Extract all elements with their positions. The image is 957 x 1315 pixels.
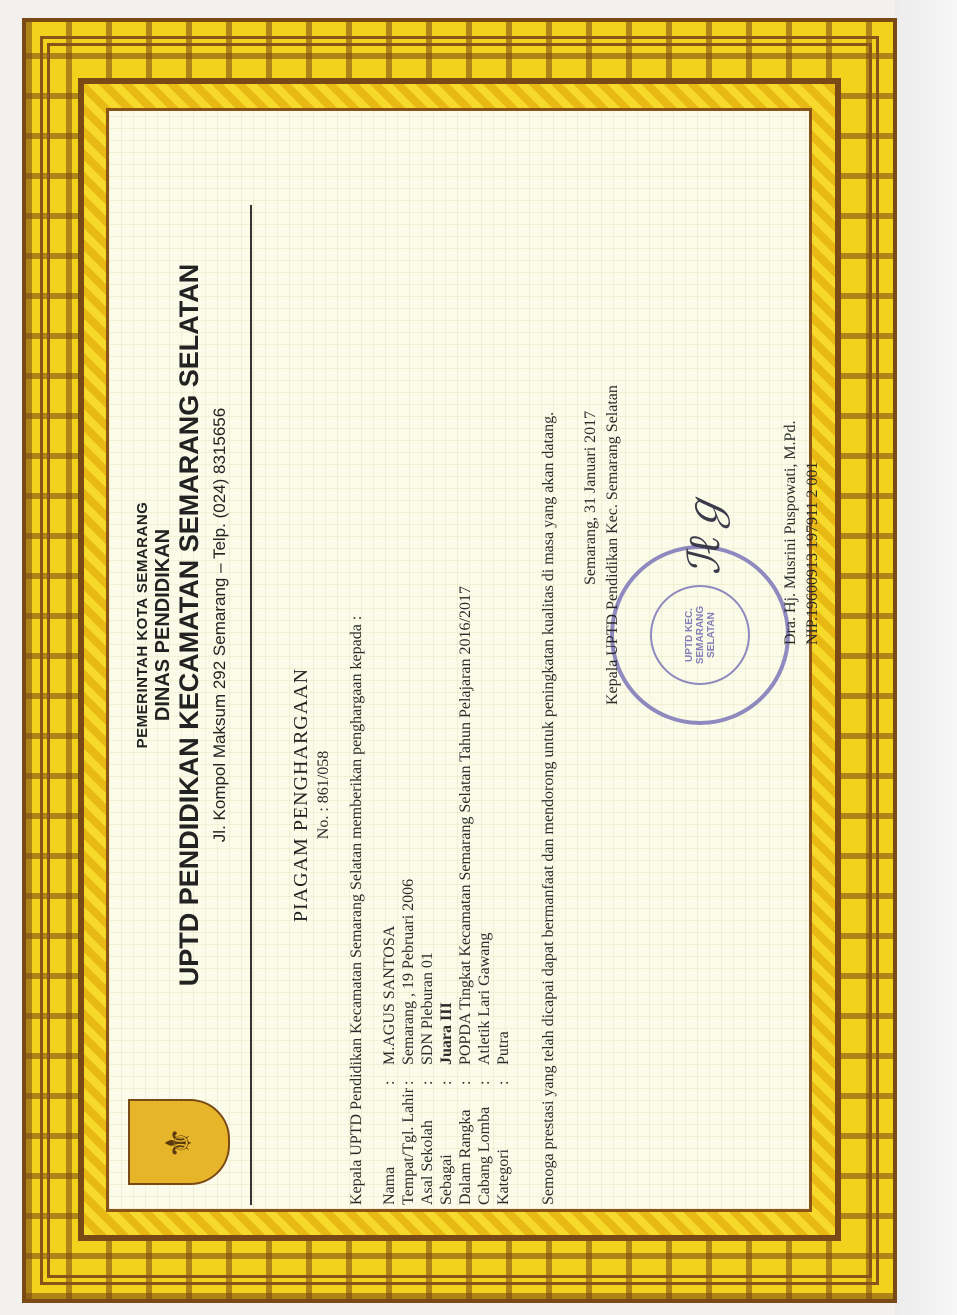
field-separator: : xyxy=(457,1080,474,1085)
field-separator: : xyxy=(419,1080,436,1085)
field-value: Semarang , 19 Pebruari 2006 xyxy=(400,878,417,1065)
certificate-number: No. : 861/058 xyxy=(315,750,332,840)
intro-text: Kepala UPTD Pendidikan Kecamatan Semarang Selatan memberikan penghargaan kepada : xyxy=(348,615,365,1205)
field-separator: : xyxy=(381,1080,398,1085)
stamp-text: UPTD KEC. SEMARANG SELATAN xyxy=(650,585,750,685)
certificate-title: PIAGAM PENGHARGAAN xyxy=(290,667,312,923)
letterhead xyxy=(120,110,230,1205)
field-value: POPDA Tingkat Kecamatan Semarang Selatan Tahun Pelajaran 2016/2017 xyxy=(457,586,474,1065)
field-row xyxy=(494,586,513,1205)
field-row xyxy=(380,586,399,1205)
signer-nip: NIP.19600913 197911 2 001 xyxy=(804,461,821,645)
signer-name: Dra. Hj. Musrini Puspowati, M.Pd. xyxy=(782,420,799,645)
field-label: Kategori xyxy=(495,1149,512,1205)
closing-text: Semoga prestasi yang telah dicapai dapat bermanfaat dan mendorong untuk peningkatan kualitas di masa yang akan datang. xyxy=(540,411,557,1205)
field-label: Nama xyxy=(381,1166,398,1205)
field-value: Putra xyxy=(495,1031,512,1065)
field-label: Dalam Rangka xyxy=(457,1109,474,1205)
field-row xyxy=(475,586,494,1205)
header-divider xyxy=(250,205,252,1205)
field-separator: : xyxy=(476,1080,493,1085)
field-label: Tempat/Tgl. Lahir xyxy=(400,1087,417,1205)
signer-details xyxy=(780,421,824,645)
field-label: Cabang Lomba xyxy=(476,1106,493,1205)
scan-edge xyxy=(895,0,957,1315)
field-row xyxy=(399,586,418,1205)
field-separator: : xyxy=(438,1080,455,1085)
field-separator: : xyxy=(495,1080,512,1085)
field-value: Juara III xyxy=(438,1002,455,1065)
field-row xyxy=(456,586,475,1205)
signature-block xyxy=(580,345,624,705)
field-label: Asal Sekolah xyxy=(419,1120,436,1205)
field-value: SDN Pleburan 01 xyxy=(419,952,436,1065)
place-date: Semarang, 31 Januari 2017 xyxy=(582,410,599,585)
org-name: PEMERINTAH KOTA SEMARANG xyxy=(134,501,151,749)
address: Jl. Kompol Maksum 292 Semarang – Telp. (024) 8315656 xyxy=(210,407,229,843)
field-value: M.AGUS SANTOSA xyxy=(381,925,398,1065)
field-value: Atletik Lari Gawang xyxy=(476,932,493,1065)
dinas-name: DINAS PENDIDIKAN xyxy=(152,528,174,722)
field-separator: : xyxy=(400,1080,417,1085)
certificate-content xyxy=(110,110,821,1205)
signer-position: Kepala UPTD Pendidikan Kec. Semarang Selatan xyxy=(604,385,621,705)
recipient-fields xyxy=(380,586,513,1205)
signature-scribble-icon: ℐℓℊ xyxy=(679,492,730,575)
city-emblem-icon xyxy=(128,1099,230,1185)
field-row xyxy=(437,586,456,1205)
uptd-name: UPTD PENDIDIKAN KECAMATAN SEMARANG SELATAN xyxy=(174,263,204,987)
field-row xyxy=(418,586,437,1205)
emblem-glyph-icon: ⚜ xyxy=(159,1126,199,1159)
field-label: Sebagai xyxy=(438,1154,455,1205)
